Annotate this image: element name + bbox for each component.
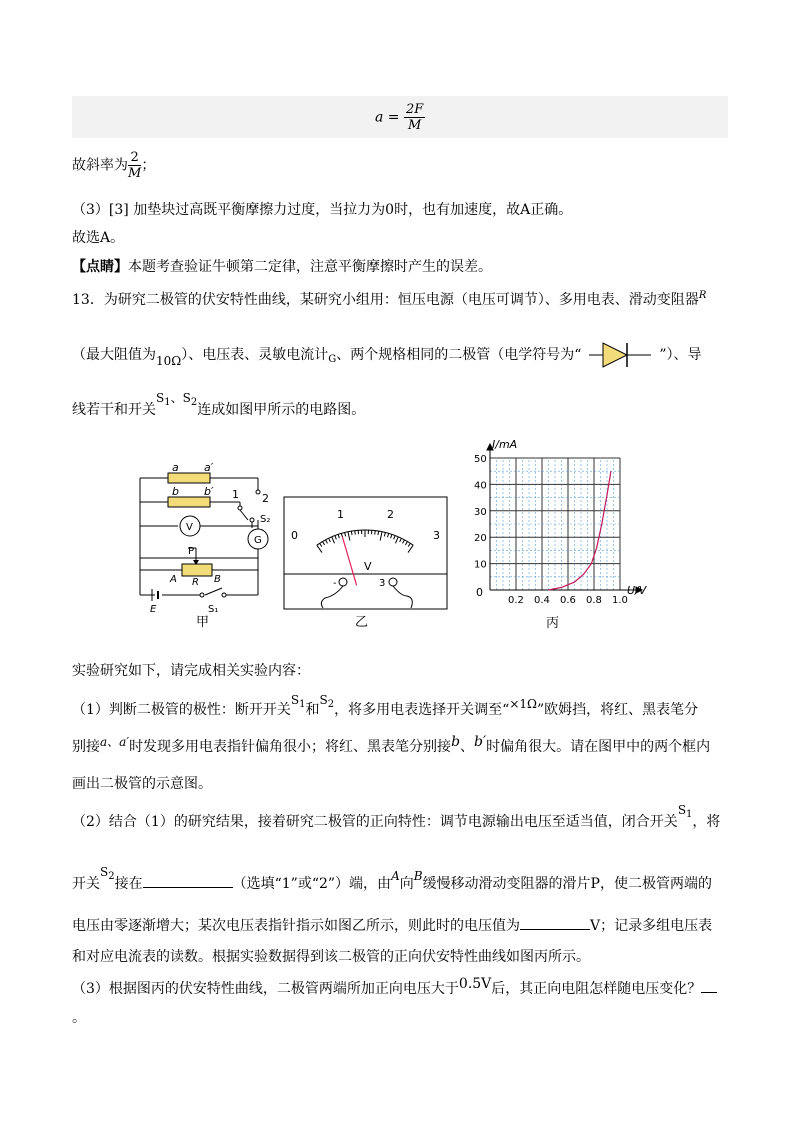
p1-c: ”欧姆挡，将红、黑表笔分: [536, 702, 699, 718]
chart-ylabel: I/mA: [492, 438, 518, 451]
p2-line3-b: V；记录多组电压表: [590, 918, 713, 934]
formula-lhs: a =: [375, 109, 400, 126]
p1-line2-a: 别接: [72, 739, 100, 755]
voltmeter-label: V: [186, 522, 193, 533]
terminal-a-prime: a′: [119, 735, 130, 749]
dial-tick-mark: [351, 531, 352, 535]
x-tick-label: 0.4: [534, 595, 550, 606]
label-R: R: [192, 577, 199, 588]
terminal-3: 3: [379, 578, 386, 589]
p1-line3: 画出二极管的示意图。: [72, 776, 212, 792]
switch-s2-sub: 2: [190, 397, 198, 408]
q13-line3-a: 线若干和开关: [72, 402, 156, 418]
p1-line2-c: 时偏角很大。请在图甲中的两个框内: [486, 739, 711, 755]
q13-line2-a: （最大阻值为: [72, 347, 156, 363]
galvanometer-symbol: G: [328, 354, 337, 365]
label-a-prime: a′: [204, 461, 214, 474]
x-tick-label: 0.8: [586, 595, 602, 606]
circuit-diagram: [130, 460, 280, 620]
answer-blank-terminal[interactable]: [143, 873, 233, 888]
y-tick-label: 40: [474, 480, 487, 492]
figure-jia-caption: 甲: [196, 615, 210, 630]
formula-fraction: [404, 102, 425, 133]
switch-s1: S: [156, 391, 165, 405]
comment: [72, 257, 492, 277]
switch-s2: S: [182, 391, 191, 405]
p2-line3-a: 电压由零逐渐增大；某次电压表指针指示如图乙所示，则此时的电压值为: [72, 918, 520, 934]
p3-end: 。: [72, 1010, 86, 1026]
label-b: b: [172, 485, 179, 498]
label-b-prime: b′: [204, 485, 214, 498]
q13-line2-b: ）、电压表、灵敏电流计: [181, 347, 329, 363]
slope-line: [72, 150, 155, 181]
iv-chart: [460, 438, 670, 610]
answer-choice: 故选A。: [72, 230, 125, 246]
q13-line2-d: ”）、导: [659, 347, 702, 363]
label-A: A: [170, 574, 177, 585]
chart-origin: 0: [476, 586, 483, 599]
formula-numerator: 2F: [405, 102, 424, 117]
y-tick-label: 10: [474, 559, 487, 571]
p2-b: ，将: [692, 814, 721, 830]
p2-line2: 开关$S_2$接在 （选填“1”或“2”）端，由A向B缓慢移动滑动变阻器的滑片P，使二极管两端的: [72, 865, 712, 892]
end-A: A: [391, 869, 400, 883]
q13-line1-text: 13．为研究二极管的伏安特性曲线，某研究小组用：恒压电源（电压可调节）、多用电表、滑动变阻器: [72, 292, 699, 308]
q13-line2: [72, 340, 702, 371]
terminal-a: a: [100, 735, 108, 749]
chart-xlabel: U/V: [627, 584, 647, 597]
dial-tick-0: 0: [291, 529, 298, 542]
figure-yi-caption: 乙: [355, 615, 369, 630]
x-tick-label: 0.2: [508, 595, 524, 606]
label-p: P: [188, 546, 195, 557]
x-tick-label: 1.0: [612, 595, 628, 606]
slope-fraction: [128, 150, 141, 181]
p1-line2-b: 时发现多用电表指针偏角很小；将红、黑表笔分别接: [129, 739, 452, 755]
terminal-b-prime: b′: [474, 734, 487, 750]
label-2: 2: [262, 492, 269, 505]
intro-text: 实验研究如下，请完成相关实验内容：: [72, 663, 310, 679]
dial-tick-2: 2: [387, 508, 394, 521]
comment-text: 本题考查验证牛顿第二定律，注意平衡摩擦时产生的误差。: [128, 259, 492, 275]
label-s1: S₁: [208, 604, 219, 615]
p1-sep-1: 、: [107, 735, 120, 749]
dial-tick-mark: [378, 531, 379, 535]
voltmeter-dial: [283, 496, 448, 610]
p2-line2-b: 接在: [114, 876, 143, 892]
q13-line3-b: 连成如图甲所示的电路图。: [197, 402, 366, 418]
dial-unit: V: [364, 560, 372, 573]
q13-line2-c: 、两个规格相同的二极管（电学符号为“: [336, 347, 582, 363]
answer-blank-voltage[interactable]: [520, 915, 590, 930]
p2-line4: 和对应电流表的读数。根据实验数据得到该二极管的正向伏安特性曲线如图丙所示。: [72, 949, 590, 965]
p2-line3: [72, 915, 712, 936]
p2-line2-d: 缓慢移动滑动变阻器的滑片P，使二极管两端的: [422, 876, 712, 892]
p2-line2-c: （选填“1”或“2”）端，由: [232, 876, 392, 892]
dial-tick-3: 3: [433, 529, 440, 542]
diode-symbol-icon: [589, 340, 651, 370]
y-tick-label: 20: [474, 533, 487, 545]
p1-line2: [72, 734, 711, 757]
p2-line2-a: 开关: [72, 876, 100, 892]
label-s2: S₂: [260, 514, 271, 525]
label-1: 1: [232, 488, 239, 501]
p1-line1: （1）判断二极管的极性：断开开关$S_1$和$S_2$，将多用电表选择开关调至“×1Ω”欧姆挡，将红、黑表笔分: [72, 693, 699, 718]
slope-numerator: 2: [128, 150, 141, 166]
p3-line1: [72, 978, 717, 999]
rheostat-symbol: R: [698, 290, 707, 301]
y-tick-label: 50: [474, 454, 487, 465]
comment-tag: 【点睛】: [72, 259, 128, 275]
q13-line3: [72, 391, 366, 425]
terminal-minus: -: [333, 578, 337, 589]
max-resistance: 10Ω: [156, 354, 182, 368]
p2-line1: （2）结合（1）的研究结果，接着研究二极管的正向特性：调节电源输出电压至适当值，闭合开关$S_1$，将: [72, 803, 721, 830]
p1-and: 和: [305, 702, 320, 718]
ohm-range: ×1Ω: [509, 697, 537, 711]
end-B: B: [413, 869, 423, 883]
label-B: B: [214, 574, 221, 585]
p1-a: （1）判断二极管的极性：断开开关: [72, 702, 291, 718]
dial-tick-1: 1: [337, 508, 344, 521]
p3-a: （3）根据图丙的伏安特性曲线，二极管两端所加正向电压大于: [72, 981, 459, 997]
slope-prefix: 故斜率为: [72, 157, 128, 174]
switch-separator: 、: [170, 391, 183, 405]
p3-voltage: 0.5V: [458, 976, 492, 992]
x-tick-label: 0.6: [560, 595, 576, 606]
p3-b: 后，其正向电阻怎样随电压变化？: [491, 981, 702, 997]
q13-line1: [72, 286, 706, 310]
figure-bing-caption: 丙: [546, 616, 560, 631]
iv-curve: [549, 471, 611, 590]
answer-blank-resistance[interactable]: [701, 978, 717, 993]
label-E: E: [150, 604, 157, 615]
p1-b: ，将多用电表选择开关调至“: [334, 702, 510, 718]
switch-s1-sub: 1: [164, 397, 171, 408]
p1-sep-2: 、: [460, 739, 475, 755]
label-a: a: [172, 461, 179, 474]
slope-suffix: ；: [141, 157, 156, 174]
terminal-b: b: [451, 734, 461, 750]
y-tick-label: 30: [474, 506, 487, 518]
p2-a: （2）结合（1）的研究结果，接着研究二极管的正向特性：调节电源输出电压至适当值，闭合开关: [72, 814, 678, 830]
galvanometer-label: G: [254, 535, 262, 546]
p2-to: 向: [399, 876, 414, 892]
slope-denominator: M: [128, 166, 142, 181]
formula-box: [72, 96, 728, 138]
formula: [375, 102, 425, 133]
q3-previous-answer: （3）[3] 加垫块过高既平衡摩擦力过度，当拉力为0时，也有加速度，故A正确。: [72, 202, 573, 218]
formula-denominator: M: [407, 118, 422, 133]
